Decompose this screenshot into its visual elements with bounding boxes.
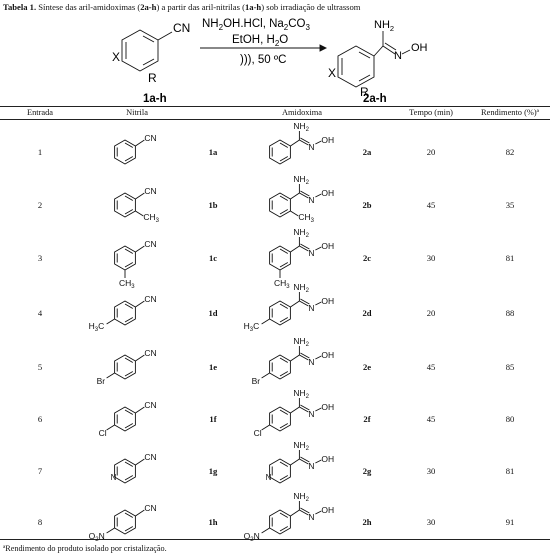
product-amidoxime-structure [328,19,428,99]
svg-text:CN: CN [144,133,157,143]
svg-text:N: N [308,303,315,313]
nitrile-structure [95,175,175,235]
entrada-cell: 7 [37,466,43,476]
entrada-cell: 8 [37,517,43,527]
svg-text:Cl: Cl [98,428,107,438]
caption-prefix: Tabela 1. [3,2,37,12]
svg-text:NH2: $NH_2$ [293,491,310,503]
svg-text:CN: CN [144,452,157,462]
amidoxime-structure [250,175,350,235]
header-amidoxima: Amidoxima [281,108,323,117]
scheme-cn-label: CN [173,21,191,35]
rendimento-cell: 88 [505,308,515,318]
rendimento-cell: 81 [505,466,515,476]
svg-text:N: N [308,195,315,205]
svg-text:H3C: $H_3C$ [243,321,260,333]
svg-text:NH2: $NH_2$ [293,174,310,186]
product-label: 2a-h [363,93,387,105]
svg-text:CN: CN [144,400,157,410]
amidoxima-code: 2e [362,362,372,372]
svg-text:OH: OH [321,402,335,412]
header-entrada: Entrada [26,108,54,117]
svg-text:Br: Br [96,376,106,386]
reagents-line2: EtOH, $H_2O$ [232,34,289,48]
svg-text:NH2: $NH_2$ [374,19,395,33]
svg-text:CN: CN [144,348,157,358]
svg-text:N: N [110,473,117,482]
reaction-scheme [0,10,550,105]
nitrila-code: 1f [209,414,217,424]
product-oh-label: OH [411,42,428,54]
svg-text:CN: CN [144,239,157,249]
svg-text:OH: OH [321,454,335,464]
svg-text:CN: CN [144,294,157,304]
table-row [0,337,550,397]
benzene-ring [338,46,374,87]
starting-nitrile-structure [112,21,190,85]
nitrila-code: 1d [208,308,218,318]
table-row [0,389,550,449]
header-rendimento: Rendimento (%)ª [481,108,539,117]
caption-text-c: ) sob irradiação de ultrassom [261,2,361,12]
amidoxima-code: 2h [362,517,372,527]
amidoxima-code: 2g [362,466,372,476]
nitrile-structure [88,492,175,552]
reagents-line3: ))), 50 ºC [240,54,287,66]
svg-text:NH2: $NH_2$ [293,388,310,400]
tempo-cell: 20 [426,147,436,157]
nitrila-code: 1e [208,362,218,372]
caption-text-b: ) a partir das aril-nitrilas ( [156,2,245,12]
amidoxima-code: 2f [363,414,371,424]
svg-text:CH3: $CH_3$ [274,278,290,290]
header-tempo: Tempo (min) [409,108,453,117]
caption-code-a: 2a-h [140,2,157,12]
start-label: 1a-h [143,93,167,105]
svg-text:N: N [308,142,315,152]
amidoxime-structure [250,122,350,182]
rendimento-cell: 85 [505,362,515,372]
rendimento-cell: 91 [505,517,515,527]
entrada-cell: 5 [37,362,43,372]
svg-text:NH2: $NH_2$ [293,440,310,452]
nitrila-code: 1b [208,200,218,210]
svg-text:CH3: $CH_3$ [298,212,315,224]
tempo-cell: 30 [426,253,436,263]
table-top-rule [0,106,550,107]
svg-text:N: N [265,473,272,482]
scheme-r-label: R [148,71,157,85]
svg-text:OH: OH [321,188,335,198]
nitrile-structure [95,337,175,397]
svg-text:Cl: Cl [253,428,262,438]
table-row [0,175,550,235]
nitrila-code: 1c [208,253,218,263]
scheme-x-label: X [112,50,121,64]
caption-text-a: Síntese das aril-amidoximas ( [36,2,141,12]
svg-text:NH2: $NH_2$ [293,121,310,133]
nitrile-structure [95,389,175,449]
svg-text:NH2: $NH_2$ [293,227,310,239]
amidoxima-code: 2b [362,200,372,210]
tempo-cell: 30 [426,517,436,527]
svg-text:NH2: $NH_2$ [293,282,310,294]
product-x-label: X [328,66,337,80]
product-r-label: R [360,85,369,99]
svg-text:CH3: $CH_3$ [119,278,135,290]
rendimento-cell: 82 [505,147,515,157]
nitrile-structure [95,228,175,288]
caption-code-b: 1a-h [244,2,262,12]
nitrila-code: 1a [208,147,218,157]
table-row [0,492,550,552]
entrada-cell: 3 [37,253,43,263]
tempo-cell: 20 [426,308,436,318]
table-header-rule [0,119,550,120]
svg-text:CH3: $CH_3$ [143,212,160,224]
svg-text:O2N: $O_2N$ [88,531,105,543]
rendimento-cell: 35 [505,200,515,210]
table-row [0,283,550,343]
svg-text:OH: OH [321,241,335,251]
table-row [0,228,550,288]
svg-text:Br: Br [251,376,261,386]
amidoxime-structure [243,491,350,552]
entrada-cell: 4 [37,308,43,318]
header-nitrila: Nitrila [126,108,148,117]
svg-text:N: N [308,461,315,471]
entrada-cell: 6 [37,414,43,424]
tempo-cell: 45 [426,414,436,424]
table-row [0,122,550,182]
svg-text:OH: OH [321,350,335,360]
product-n-label: N [394,50,402,62]
tempo-cell: 30 [426,466,436,476]
tempo-cell: 45 [426,200,436,210]
svg-text:NH2: $NH_2$ [293,336,310,348]
amidoxima-code: 2a [362,147,372,157]
svg-text:O2N: $O_2N$ [243,531,260,543]
reagents-line1: $NH_2OH.HCl$, $Na_2CO_3$ [202,18,310,32]
rendimento-cell: 81 [505,253,515,263]
svg-text:N: N [308,512,315,522]
amidoxima-code: 2d [362,308,372,318]
svg-text:OH: OH [321,505,335,515]
nitrile-structure [88,283,175,343]
amidoxime-structure [250,228,350,288]
svg-text:H3C: $H_3C$ [88,321,105,333]
nitrila-code: 1g [208,466,218,476]
benzene-ring [122,30,158,71]
svg-text:N: N [308,357,315,367]
svg-text:CN: CN [144,186,157,196]
svg-text:CN: CN [144,503,157,513]
amidoxima-code: 2c [362,253,372,263]
nitrila-code: 1h [208,517,218,527]
svg-text:N: N [308,248,315,258]
nitrile-structure [95,122,175,182]
amidoxime-structure [243,282,350,343]
footnote: ªRendimento do produto isolado por cristalização. [3,544,167,553]
svg-text:OH: OH [321,296,335,306]
tempo-cell: 45 [426,362,436,372]
rendimento-cell: 80 [505,414,515,424]
svg-text:OH: OH [321,135,335,145]
svg-text:N: N [308,409,315,419]
entrada-cell: 2 [37,200,43,210]
entrada-cell: 1 [37,147,43,157]
